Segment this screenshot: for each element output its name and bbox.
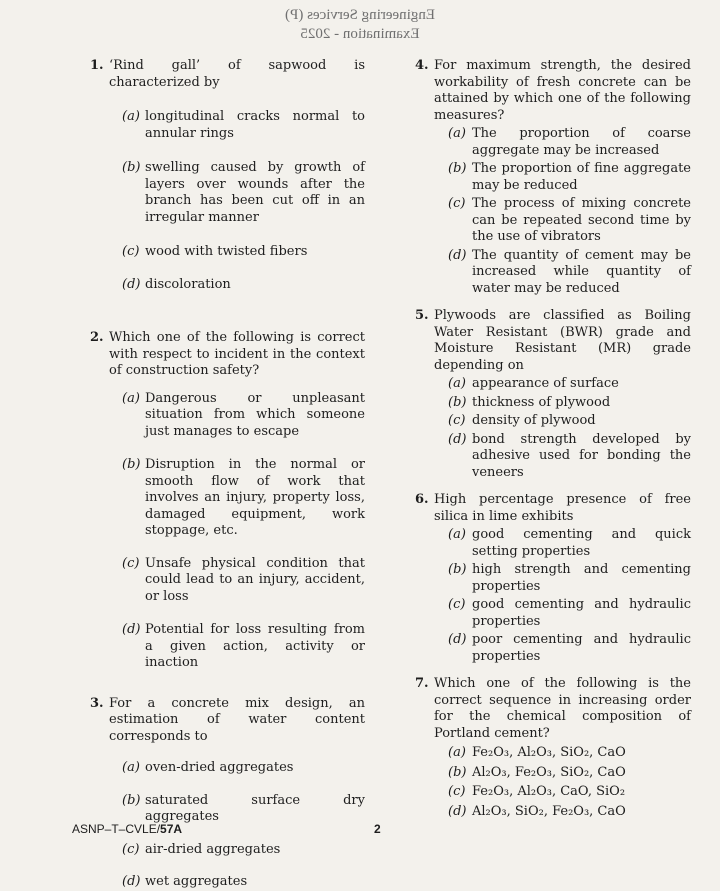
- question-number: 4.: [415, 58, 429, 73]
- option-text: air-dried aggregates: [145, 841, 281, 857]
- option-text: poor cementing and hydraulic properties: [472, 632, 691, 664]
- option-label: (a): [448, 527, 466, 542]
- option-text: saturated surface dry aggregates: [145, 792, 365, 824]
- option-label: (b): [448, 562, 467, 577]
- question-7: [415, 676, 691, 820]
- option-label: (d): [122, 622, 141, 637]
- option-text: The quantity of cement may be increased while quantity of water may be reduced: [472, 247, 691, 296]
- question-number: 7.: [415, 676, 429, 691]
- option-text: good cementing and quick setting properties: [472, 527, 691, 559]
- option-a: [109, 760, 365, 777]
- option-text: swelling caused by growth of layers over wounds after the branch has been cut off in an irregular manner: [145, 160, 365, 225]
- question-number: 6.: [415, 492, 429, 507]
- option-text: The process of mixing concrete can be repeated second time by the use of vibrators: [472, 196, 691, 244]
- question-2: [90, 330, 365, 672]
- option-text: Fe₂O₃, Al₂O₃, CaO, SiO₂: [472, 784, 626, 799]
- option-label: (a): [122, 760, 140, 775]
- option-text: Unsafe physical condition that could lead to an injury, accident, or loss: [145, 555, 365, 604]
- option-text: The proportion of coarse aggregate may be increased: [472, 126, 691, 158]
- option-label: (d): [448, 431, 467, 447]
- option-b: [434, 161, 691, 194]
- question-number: 1.: [90, 58, 104, 73]
- option-label: (a): [448, 126, 466, 141]
- option-b: [109, 793, 365, 826]
- option-label: (d): [448, 632, 467, 647]
- option-c: [434, 784, 691, 801]
- option-label: (b): [122, 457, 141, 472]
- option-text: Al₂O₃, SiO₂, Fe₂O₃, CaO: [472, 803, 626, 819]
- option-b: [434, 562, 691, 595]
- option-c: [109, 244, 365, 261]
- mirrored-bleed-through-line-1: Engineering Services (P): [285, 7, 435, 23]
- option-label: (d): [122, 276, 141, 292]
- question-6: [415, 492, 691, 665]
- option-b: [434, 765, 691, 782]
- question-stem: For maximum strength, the desired workability of fresh concrete can be attained by which one of the following measures?: [434, 58, 691, 123]
- option-label: (c): [448, 413, 466, 428]
- option-c: [434, 597, 691, 630]
- option-d: [434, 432, 691, 482]
- option-label: (b): [448, 161, 467, 176]
- option-label: (c): [448, 196, 466, 211]
- option-label: (d): [448, 803, 467, 819]
- page-number: 2: [374, 822, 381, 836]
- option-text: Fe₂O₃, Al₂O₃, SiO₂, CaO: [472, 745, 626, 760]
- option-label: (c): [448, 784, 466, 799]
- option-label: (d): [448, 247, 467, 263]
- option-a: [434, 527, 691, 560]
- option-b: [434, 395, 691, 412]
- option-a: [109, 109, 365, 142]
- question-stem: Which one of the following is the correct sequence in increasing order for the chemical composition of Portland cement?: [434, 676, 691, 741]
- option-text: appearance of surface: [472, 376, 619, 391]
- paper-code-suffix: 57A: [160, 822, 183, 836]
- option-label: (c): [122, 841, 140, 857]
- option-text: wood with twisted fibers: [145, 244, 308, 259]
- question-number: 3.: [90, 695, 104, 711]
- option-text: good cementing and hydraulic properties: [472, 597, 691, 629]
- option-d: [109, 277, 365, 294]
- option-a: [434, 745, 691, 762]
- option-a: [109, 391, 365, 441]
- option-c: [434, 413, 691, 430]
- option-d: [434, 248, 691, 298]
- option-c: [109, 556, 365, 606]
- option-d: [434, 804, 691, 821]
- option-text: Potential for loss resulting from a given action, activity or inaction: [145, 622, 365, 670]
- option-text: longitudinal cracks normal to annular rings: [145, 109, 365, 141]
- option-label: (d): [122, 874, 141, 889]
- question-number: 5.: [415, 308, 429, 323]
- option-a: [434, 376, 691, 393]
- option-text: density of plywood: [472, 413, 596, 428]
- option-text: discoloration: [145, 276, 231, 292]
- option-d: [109, 622, 365, 672]
- option-label: (b): [448, 394, 467, 410]
- question-5: [415, 308, 691, 481]
- left-column: [90, 58, 365, 891]
- question-3: [90, 696, 365, 891]
- paper-code-prefix: ASNP–T–CVLE/: [72, 822, 161, 836]
- option-text: high strength and cementing properties: [472, 562, 691, 594]
- question-1: [90, 58, 365, 293]
- option-c: [434, 196, 691, 246]
- option-label: (b): [122, 792, 141, 808]
- option-c: [109, 842, 365, 859]
- option-text: Disruption in the normal or smooth flow of work that involves an injury, property loss, damaged equipment, work stoppage, etc.: [145, 457, 365, 538]
- option-label: (c): [122, 555, 140, 571]
- option-label: (a): [448, 745, 466, 760]
- option-text: bond strength developed by adhesive used for bonding the veneers: [472, 431, 691, 480]
- option-d: [109, 874, 365, 891]
- option-b: [109, 160, 365, 226]
- question-4: [415, 58, 691, 297]
- option-text: thickness of plywood: [472, 394, 611, 410]
- option-label: (a): [122, 390, 140, 406]
- question-stem: For a concrete mix design, an estimation of water content corresponds to: [109, 695, 365, 744]
- option-text: Dangerous or unpleasant situation from which someone just manages to escape: [145, 390, 365, 439]
- option-text: oven-dried aggregates: [145, 760, 294, 775]
- question-stem: Which one of the following is correct with respect to incident in the context of construction safety?: [109, 330, 365, 378]
- option-text: Al₂O₃, Fe₂O₃, SiO₂, CaO: [472, 764, 626, 780]
- option-label: (c): [448, 597, 466, 612]
- option-text: The proportion of fine aggregate may be reduced: [472, 161, 691, 193]
- option-label: (a): [122, 109, 140, 124]
- option-text: wet aggregates: [145, 874, 248, 889]
- mirrored-bleed-through-line-2: Examination - 2025: [300, 26, 420, 42]
- option-label: (a): [448, 376, 466, 391]
- option-b: [109, 457, 365, 540]
- question-stem: Plywoods are classified as Boiling Water Resistant (BWR) grade and Moisture Resistant (MR) grade depending on: [434, 308, 691, 373]
- question-number: 2.: [90, 330, 104, 345]
- option-label: (b): [122, 160, 141, 175]
- option-a: [434, 126, 691, 159]
- option-label: (b): [448, 764, 467, 780]
- paper-code: [72, 822, 182, 836]
- option-label: (c): [122, 244, 140, 259]
- option-d: [434, 632, 691, 665]
- question-stem: High percentage presence of free silica in lime exhibits: [434, 492, 691, 524]
- right-column: [415, 58, 691, 820]
- question-stem: ‘Rind gall’ of sapwood is characterized by: [109, 58, 365, 90]
